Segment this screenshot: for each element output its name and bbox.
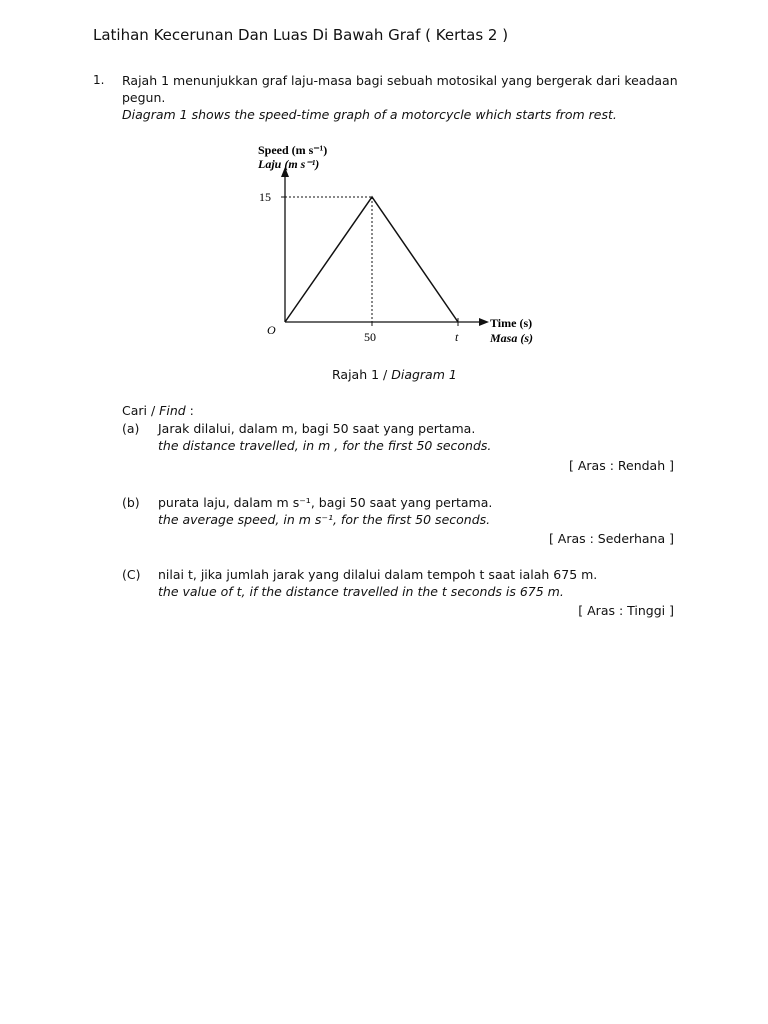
x-tick-label-t: t [455, 330, 459, 344]
question-intro-malay: Rajah 1 menunjukkan graf laju-masa bagi sebuah motosikal yang bergerak dari keadaan pegun. [122, 73, 678, 105]
part-c-label: (C) [122, 567, 141, 582]
part-a-level: [ Aras : Rendah ] [569, 458, 674, 473]
y-axis-label-en: Speed (m s⁻¹) [258, 143, 328, 157]
y-axis-label-ms: Laju (m s⁻¹) [258, 157, 320, 171]
diagram-caption [332, 367, 457, 382]
question-intro-english: Diagram 1 shows the speed-time graph of a motorcycle which starts from rest. [122, 107, 617, 122]
caption-prefix: Rajah 1 / [332, 367, 392, 382]
find-heading [122, 403, 194, 418]
part-a-english: the distance travelled, in m , for the first 50 seconds. [158, 438, 492, 453]
part-b-level: [ Aras : Sederhana ] [548, 531, 674, 546]
speed-line [285, 197, 458, 322]
origin-label: O [267, 323, 276, 337]
part-a-malay: Jarak dilalui, dalam m, bagi 50 saat yang pertama. [158, 421, 476, 436]
find-italic: Find [159, 403, 186, 418]
find-prefix: Cari / [122, 403, 160, 418]
part-b-label: (b) [122, 495, 140, 510]
part-b-english: the average speed, in m s⁻¹, for the first 50 seconds. [158, 512, 491, 527]
find-suffix: : [185, 403, 194, 418]
part-b-malay: purata laju, dalam m s⁻¹, bagi 50 saat yang pertama. [158, 495, 493, 510]
speed-time-graph [250, 135, 550, 350]
part-c-malay: nilai t, jika jumlah jarak yang dilalui dalam tempoh t saat ialah 675 m. [158, 567, 598, 582]
caption-italic: Diagram 1 [391, 367, 457, 382]
question-number: 1. [93, 73, 105, 87]
worksheet-title: Latihan Kecerunan Dan Luas Di Bawah Graf ( Kertas 2 ) [93, 26, 509, 44]
x-axis-label-ms: Masa (s) [490, 331, 534, 345]
part-c-level: [ Aras : Tinggi ] [578, 603, 674, 618]
part-a-label: (a) [122, 421, 140, 436]
part-c-english: the value of t, if the distance travelled in the t seconds is 675 m. [158, 584, 564, 599]
x-tick-label-50: 50 [364, 330, 376, 344]
x-axis-arrow [479, 318, 489, 326]
y-tick-label: 15 [259, 190, 271, 204]
x-axis-label-en: Time (s) [490, 316, 533, 330]
